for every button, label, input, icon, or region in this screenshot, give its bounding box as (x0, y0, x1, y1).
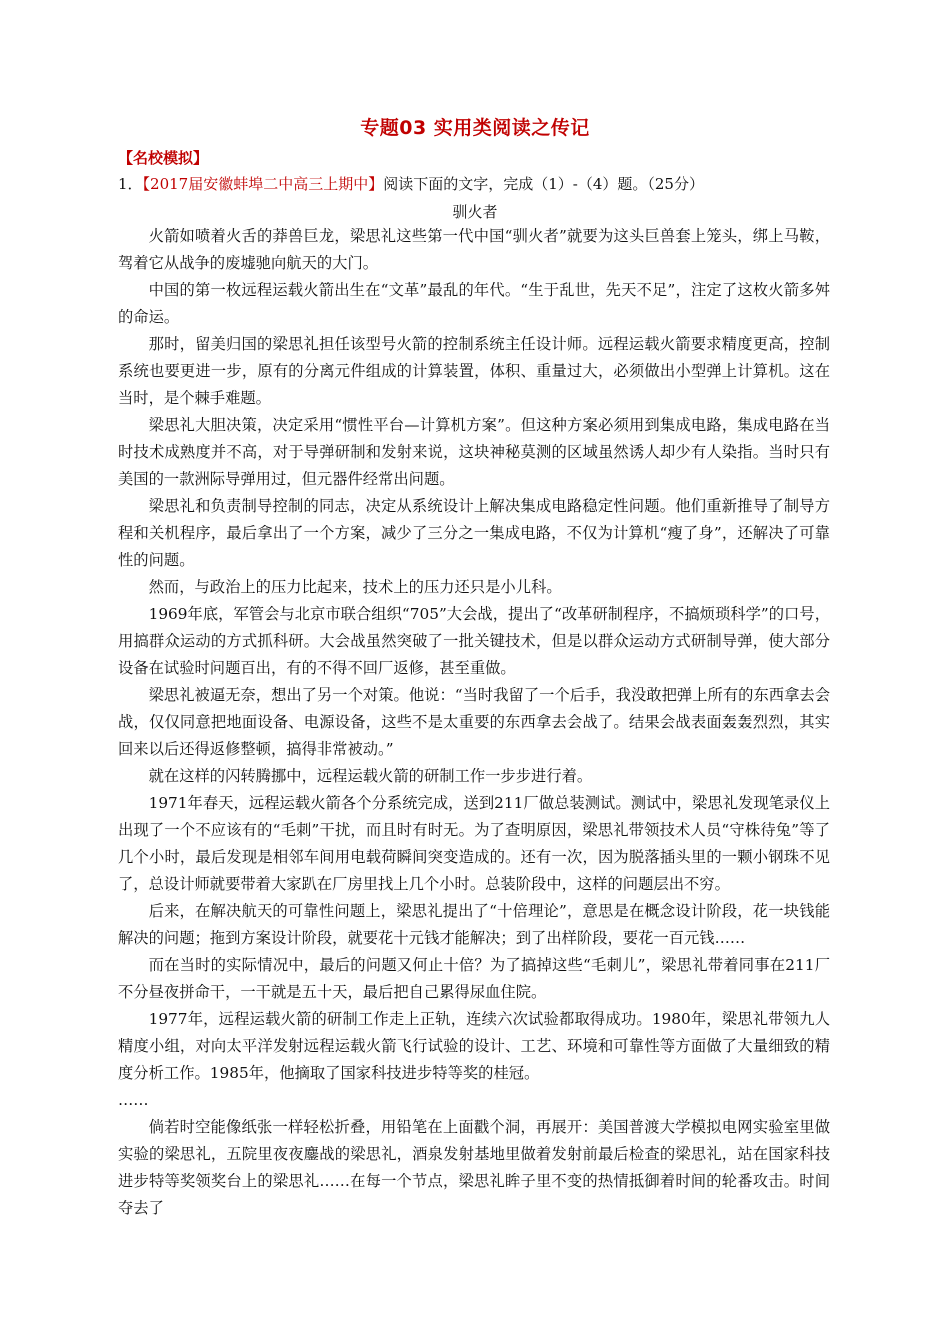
paragraph: 倘若时空能像纸张一样轻松折叠，用铅笔在上面戳个洞，再展开：美国普渡大学模拟电网实验室里做实验的梁思礼，五院里夜夜鏖战的梁思礼，酒泉发射基地里做着发射前最后检查的梁思礼，站在国家科技进步特等奖领奖台上的梁思礼……在每一个节点，梁思礼眸子里不变的热情抵御着时间的轮番攻击。时间夺去了 (118, 1118, 830, 1217)
reading-body (118, 223, 830, 1222)
paragraph: 梁思礼大胆决策，决定采用“惯性平台—计算机方案”。但这种方案必须用到集成电路，集成电路在当时技术成熟度并不高，对于导弹研制和发射来说，这块神秘莫测的区域虽然诱人却少有人染指。当时只有美国的一款洲际导弹用过，但元器件经常出问题。 (118, 416, 830, 488)
ellipsis-separator: …… (118, 1091, 149, 1109)
paragraph: 后来，在解决航天的可靠性问题上，梁思礼提出了“十倍理论”，意思是在概念设计阶段，花一块钱能解决的问题；拖到方案设计阶段，就要花十元钱才能解决；到了出样阶段，要花一百元钱…… (118, 902, 830, 947)
paragraph: 那时，留美归国的梁思礼担任该型号火箭的控制系统主任设计师。远程运载火箭要求精度更高，控制系统也要更进一步，原有的分离元件组成的计算装置，体积、重量过大，必须做出小型弹上计算机。这在当时，是个棘手难题。 (118, 335, 830, 407)
question-source: 【2017届安徽蚌埠二中高三上期中】 (142, 175, 384, 193)
section-tag: 【名校模拟】 (118, 149, 209, 167)
question-number: 1． (118, 175, 143, 193)
paragraph: 1971年春天，远程运载火箭各个分系统完成，送到211厂做总装测试。测试中，梁思礼发现笔录仪上出现了一个不应该有的“毛刺”干扰，而且时有时无。为了查明原因，梁思礼带领技术人员“守株待兔”等了几个小时，最后发现是相邻车间用电载荷瞬间突变造成的。还有一次，因为脱落插头里的一颗小钢珠不见了，总设计师就要带着大家趴在厂房里找上几个小时。总装阶段中，这样的问题层出不穷。 (118, 794, 830, 893)
paragraph: 而在当时的实际情况中，最后的问题又何止十倍？为了搞掉这些“毛刺儿”，梁思礼带着同事在211厂不分昼夜拼命干，一干就是五十天，最后把自己累得尿血住院。 (118, 956, 830, 1001)
question-line (118, 172, 704, 196)
reading-title: 驯火者 (452, 203, 498, 221)
paragraph: 1977年，远程运载火箭的研制工作走上正轨，连续六次试验都取得成功。1980年，梁思礼带领九人精度小组，对向太平洋发射远程运载火箭飞行试验的设计、工艺、环境和可靠性等方面做了大量细致的精度分析工作。1985年，他摘取了国家科技进步特等奖的桂冠。 (118, 1010, 830, 1082)
page-title: 专题03 实用类阅读之传记 (360, 117, 590, 139)
paragraph: 中国的第一枚远程运载火箭出生在“文革”最乱的年代。“生于乱世，先天不足”，注定了这枚火箭多舛的命运。 (118, 281, 830, 326)
paragraph: 然而，与政治上的压力比起来，技术上的压力还只是小儿科。 (148, 578, 562, 596)
paragraph: 就在这样的闪转腾挪中，远程运载火箭的研制工作一步步进行着。 (148, 767, 593, 785)
question-instruction: 阅读下面的文字，完成（1）-（4）题。（25分） (383, 175, 704, 193)
paragraph: 梁思礼被逼无奈，想出了另一个对策。他说：“当时我留了一个后手，我没敢把弹上所有的东西拿去会战，仅仅同意把地面设备、电源设备，这些不是太重要的东西拿去会战了。结果会战表面轰轰烈烈，其实回来以后还得返修整顿，搞得非常被动。” (118, 686, 830, 758)
paragraph: 火箭如喷着火舌的莽兽巨龙，梁思礼这些第一代中国“驯火者”就要为这头巨兽套上笼头，绑上马鞍，驾着它从战争的废墟驰向航天的大门。 (118, 227, 830, 272)
paragraph: 1969年底，军管会与北京市联合组织“705”大会战，提出了“改革研制程序，不搞烦琐科学”的口号，用搞群众运动的方式抓科研。大会战虽然突破了一批关键技术，但是以群众运动方式研制导弹，使大部分设备在试验时问题百出，有的不得不回厂返修，甚至重做。 (118, 605, 830, 677)
paragraph: 梁思礼和负责制导控制的同志，决定从系统设计上解决集成电路稳定性问题。他们重新推导了制导方程和关机程序，最后拿出了一个方案，减少了三分之一集成电路，不仅为计算机“瘦了身”，还解决了可靠性的问题。 (118, 497, 830, 569)
